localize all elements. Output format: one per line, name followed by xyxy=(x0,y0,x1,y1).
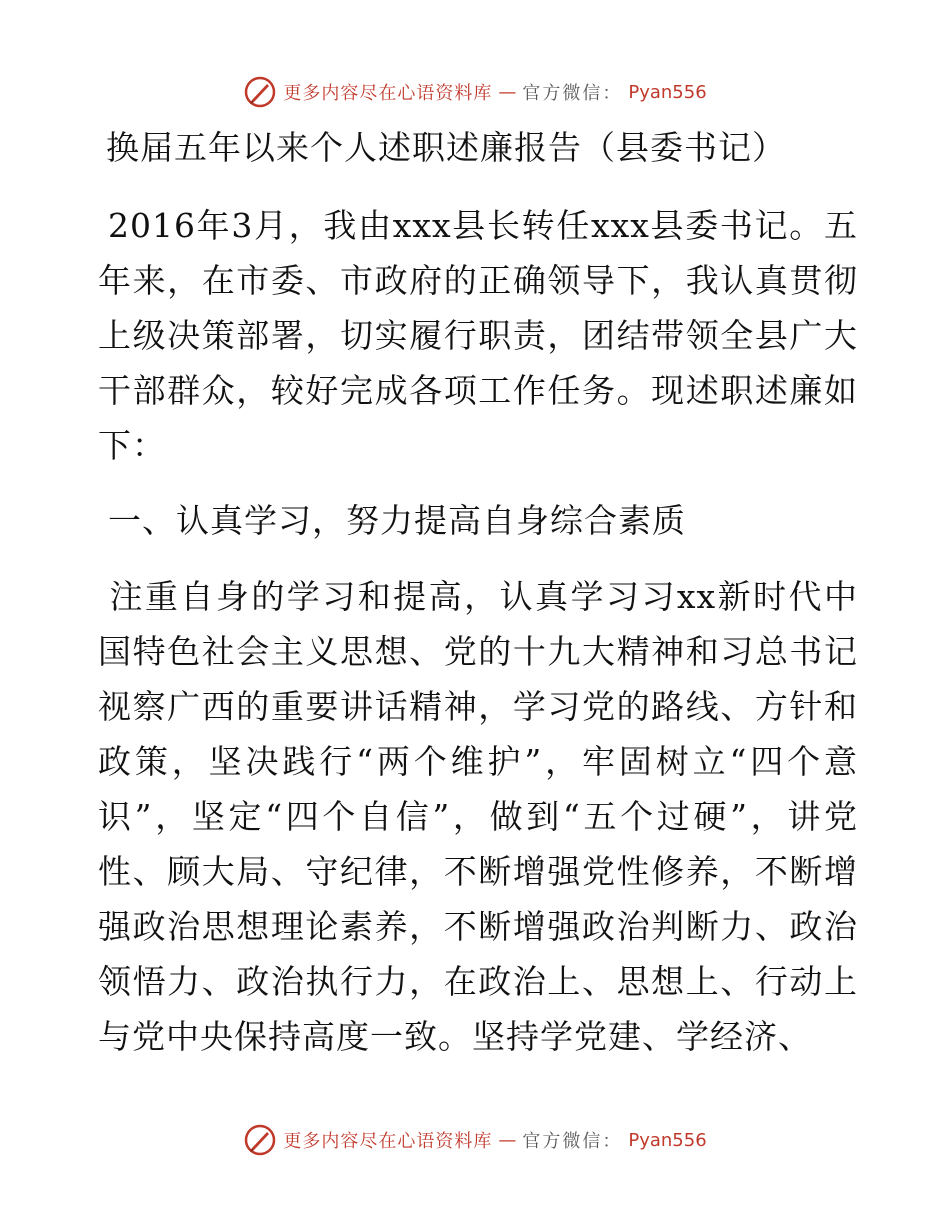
watermark-wechat-id: Pyan556 xyxy=(628,1129,707,1151)
watermark-separator: — xyxy=(498,1129,517,1151)
intro-paragraph xyxy=(98,198,858,473)
watermark-site-text: 更多内容尽在心语资料库 xyxy=(283,83,493,104)
watermark-separator: — xyxy=(498,81,517,103)
intro-text: 2016年3月，我由xxx县长转任xxx县委书记。五年来，在市委、市政府的正确领导下，我认真贯彻上级决策部署，切实履行职责，团结带领全县广大干部群众，较好完成各项工作任务。现述职述廉如下： xyxy=(98,206,858,465)
watermark-official-label: 官方微信： xyxy=(522,83,623,104)
watermark-official-label: 官方微信： xyxy=(522,1131,623,1152)
section-1-text: 注重自身的学习和提高，认真学习习xx新时代中国特色社会主义思想、党的十九大精神和习总书记视察广西的重要讲话精神，学习党的路线、方针和政策，坚决践行“两个维护”，牢固树立“四个意识”，坚定“四个自信”，做到“五个过硬”，讲党性、顾大局、守纪律，不断增强党性修养，不断增强政治思想理论素养，不断增强政治判断力、政治领悟力、政治执行力，在政治上、思想上、行动上与党中央保持高度一致。坚持学党建、学经济、 xyxy=(98,577,858,1056)
section-1-heading-text: 一、认真学习，努力提高自身综合素质 xyxy=(108,501,686,540)
quill-logo-icon xyxy=(243,75,277,109)
document-body xyxy=(98,120,858,1084)
section-1-paragraph xyxy=(98,569,858,1064)
quill-logo-icon xyxy=(243,1123,277,1157)
watermark-wechat-id: Pyan556 xyxy=(628,81,707,103)
section-1-heading xyxy=(98,493,858,549)
footer-watermark xyxy=(0,1120,950,1160)
document-title: 换届五年以来个人述职述廉报告（县委书记） xyxy=(106,128,786,167)
watermark-site-text: 更多内容尽在心语资料库 xyxy=(283,1131,493,1152)
header-watermark xyxy=(0,72,950,112)
